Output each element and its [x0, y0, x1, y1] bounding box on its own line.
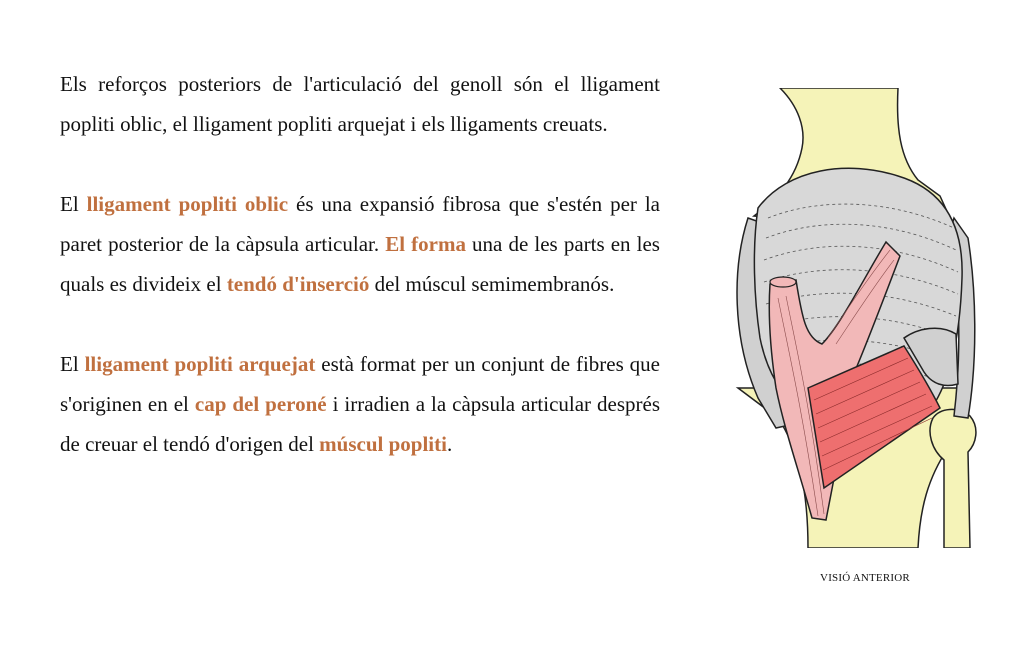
body-text: .	[446, 432, 453, 456]
knee-drawing	[718, 88, 1008, 548]
body-text: i irradien a la càpsula articular després de creuar el tendó d'origen del	[60, 392, 661, 456]
paragraph-2	[60, 184, 660, 304]
fibula-bone	[930, 409, 976, 548]
tendon-cut	[770, 277, 796, 287]
body-text: és una expansió fibrosa que s'estén per la paret posterior de la càpsula articular.	[60, 192, 661, 256]
highlighted-term: múscul popliti	[319, 432, 447, 456]
highlighted-term: El forma	[385, 232, 466, 256]
text-column	[60, 64, 660, 504]
body-text: El	[60, 352, 85, 376]
body-text: Els reforços posteriors de l'articulació del genoll són el lligament popliti oblic, el lligament popliti arquejat i els lligaments creuats.	[60, 72, 660, 136]
highlighted-term: cap del peroné	[194, 392, 327, 416]
body-text: està format per un conjunt de fibres que s'originen en el	[60, 352, 661, 416]
knee-illustration	[718, 88, 1008, 548]
body-text: El	[60, 192, 87, 216]
highlighted-term: lligament popliti arquejat	[84, 352, 316, 376]
paragraph-3	[60, 344, 660, 464]
figure-caption: VISIÓ ANTERIOR	[820, 572, 910, 584]
paragraph-1	[60, 64, 660, 144]
body-text: del múscul semimembranós.	[369, 272, 615, 296]
highlighted-term: lligament popliti oblic	[86, 192, 289, 216]
highlighted-term: tendó d'inserció	[226, 272, 370, 296]
body-text: una de les parts en les quals es divideix el	[60, 232, 660, 296]
